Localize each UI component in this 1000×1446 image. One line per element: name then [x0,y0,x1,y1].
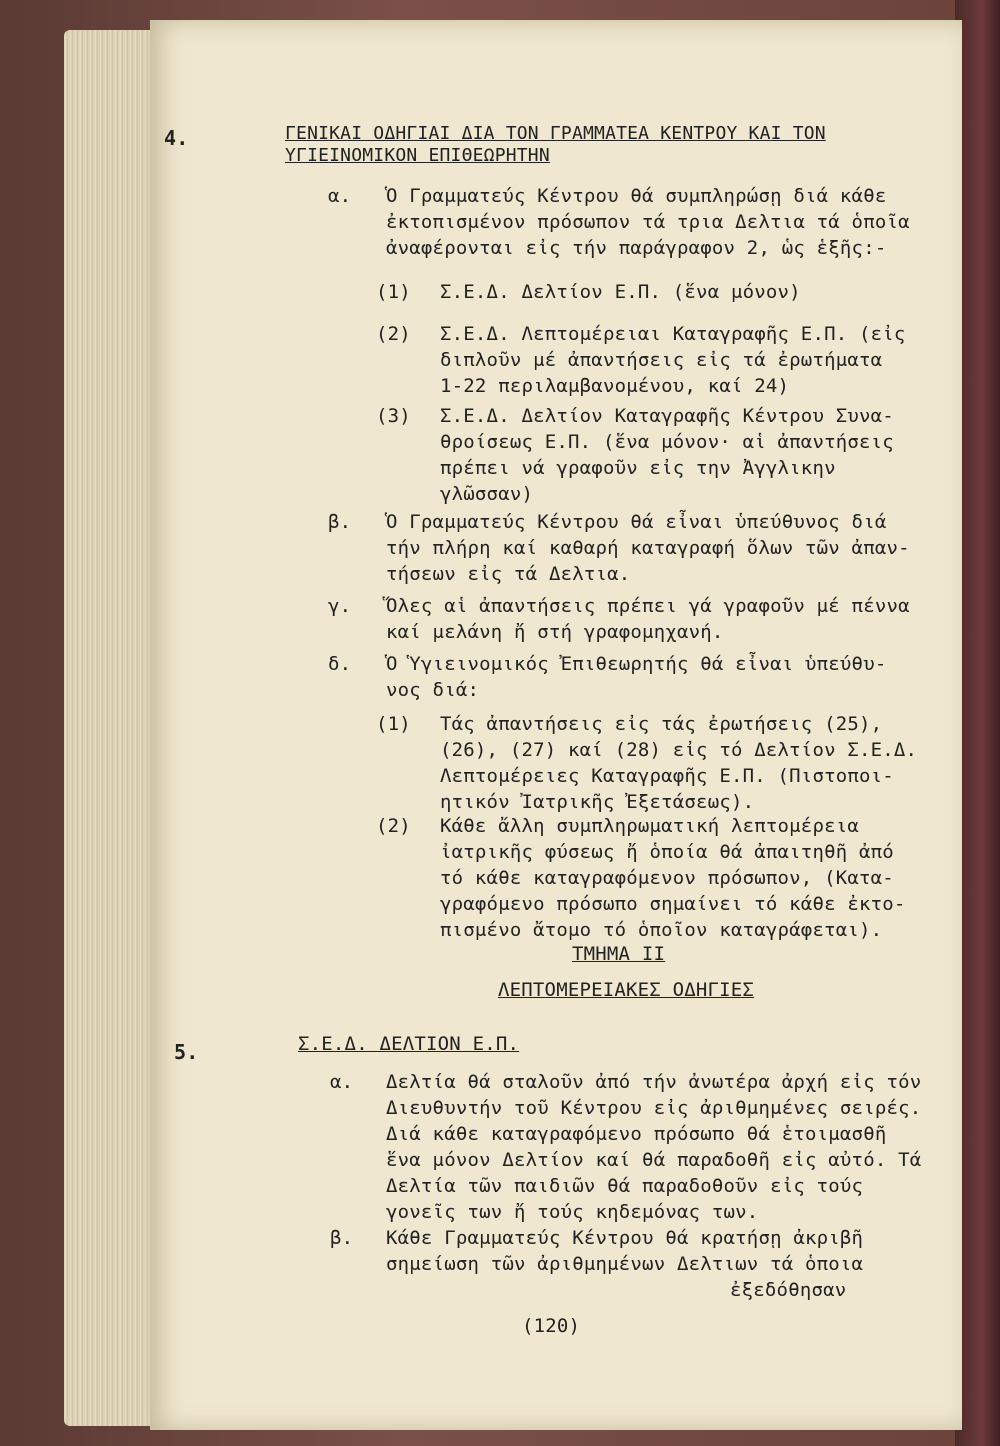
section-4-heading-line1: ΓΕΝΙΚΑΙ ΟΔΗΓΙΑΙ ΔΙΑ ΤΟΝ ΓΡΑΜΜΑΤΕΑ ΚΕΝΤΡΟΥ ΚΑΙ ΤΟΝ [285,123,826,144]
para-5b-line: Κάθε Γραμματεύς Κέντρου θά κρατήσῃ ἀκριβῆ [386,1227,864,1249]
para-5b-line: σημείωση τῶν ἀριθμημένων Δελτιων τά ὁποια [386,1253,864,1275]
item-4a3-marker: (3) [376,405,411,427]
item-4d1-marker: (1) [376,713,411,735]
part-2-title: ΤΜΗΜΑ ΙΙ [572,943,666,965]
section-5-number: 5. [174,1040,199,1064]
section-5-heading: Σ.Ε.Δ. ΔΕΛΤΙΟΝ Ε.Π. [298,1033,520,1055]
section-4-number: 4. [164,126,189,150]
item-4a2-line: διπλοῦν μέ ἀπαντήσεις εἰς τά ἐρωτήματα [440,349,883,371]
item-4a3-line: Σ.Ε.Δ. Δελτίον Καταγραφῆς Κέντρου Συνα- [440,405,894,427]
para-5b-marker: β. [330,1227,354,1249]
item-4d1-line: Λεπτομέρειες Καταγραφῆς Ε.Π. (Πιστοποι- [440,765,894,787]
item-4d2-line: ἰατρικῆς φύσεως ἤ ὁποία θά ἀπαιτηθῆ ἀπό [440,841,894,863]
para-4b-line: τήν πλήρη καί καθαρή καταγραφή ὅλων τῶν ἀπαν- [386,537,910,559]
para-4g-line: Ὅλες αἱ ἀπαντήσεις πρέπει γά γραφοῦν μέ πέννα [386,595,910,617]
para-4a-line: Ὁ Γραμματεύς Κέντρου θά συμπληρώσῃ διά κάθε [386,185,887,207]
para-4a-marker: α. [328,185,352,207]
para-4b-marker: β. [328,511,352,533]
para-5a-line: Δελτία τῶν παιδιῶν θά παραδοθοῦν εἰς τούς [386,1175,864,1197]
para-4b-line: τήσεων εἰς τά Δελτια. [386,563,631,585]
item-4d1-line: (26), (27) καί (28) εἰς τό Δελτίον Σ.Ε.Δ. [440,739,918,761]
item-4d1-line: ητικόν Ἰατρικῆς Ἐξετάσεως). [440,791,755,813]
para-5a-line: Δελτία θά σταλοῦν ἀπό τήν ἀνωτέρα ἀρχή εἰς τόν [386,1071,922,1093]
para-4d-marker: δ. [328,653,352,675]
para-5a-line: Διά κάθε καταγραφόμενο πρόσωπο θά ἑτοιμασθῆ [386,1123,887,1145]
item-4a2-line: Σ.Ε.Δ. Λεπτομέρειαι Καταγραφῆς Ε.Π. (εἰς [440,323,906,345]
para-4d-line: Ὁ Ὑγιεινομικός Ἐπιθεωρητής θά εἶναι ὑπεύθυ- [386,653,887,675]
item-4d2-line: Κάθε ἄλλη συμπληρωματική λεπτομέρεια [440,815,860,837]
para-4g-line: καί μελάνη ἤ στή γραφομηχανή. [386,621,724,643]
para-4a-line: ἀναφέρονται εἰς τήν παράγραφον 2, ὡς ἑξῆς:- [386,237,887,259]
para-4d-line: νος διά: [386,679,480,701]
item-4a2-line: 1-22 περιλαμβανομένου, καί 24) [440,375,790,397]
item-4a1-line: Σ.Ε.Δ. Δελτίον Ε.Π. (ἕνα μόνον) [440,281,801,303]
item-4d2-line: τό κάθε καταγραφόμενον πρόσωπον, (Κατα- [440,867,894,889]
item-4a3-line: πρέπει νά γραφοῦν εἰς την Ἀγγλικην [440,457,836,479]
para-5a-line: Διευθυντήν τοῦ Κέντρου εἰς ἀριθμημένες σειρές. [386,1097,922,1119]
item-4a1-marker: (1) [376,281,411,303]
item-4d2-line: γραφόμενο πρόσωπο σημαίνει τό κάθε ἐκτο- [440,893,906,915]
para-4a-line: ἐκτοπισμένον πρόσωπον τά τρια Δελτια τά ὁποῖα [386,211,910,233]
para-5a-line: ἕνα μόνον Δελτίον καί θά παραδοθῆ εἰς αὐτό. Τά [386,1149,922,1171]
item-4d2-line: πισμένο ἄτομο τό ὁποῖον καταγράφεται). [440,919,883,941]
item-4d2-marker: (2) [376,815,411,837]
para-4g-marker: γ. [328,595,352,617]
para-5a-marker: α. [330,1071,354,1093]
page-number: (120) [522,1315,581,1337]
para-5b-last: ἐξεδόθησαν [730,1279,847,1301]
page-edges [64,30,164,1426]
document-page [150,20,962,1430]
item-4d1-line: Τάς ἀπαντήσεις εἰς τάς ἐρωτήσεις (25), [440,713,883,735]
item-4a3-line: θροίσεως Ε.Π. (ἕνα μόνον· αἱ ἀπαντήσεις [440,431,894,453]
part-2-subtitle: ΛΕΠΤΟΜΕΡΕΙΑΚΕΣ ΟΔΗΓΙΕΣ [498,979,755,1001]
para-4b-line: Ὁ Γραμματεύς Κέντρου θά εἶναι ὑπεύθυνος διά [386,511,887,533]
item-4a2-marker: (2) [376,323,411,345]
para-5a-line: γονεῖς των ἤ τούς κηδεμόνας των. [386,1201,759,1223]
item-4a3-line: γλῶσσαν) [440,483,534,505]
section-4-heading-line2: ΥΓΙΕΙΝΟΜΙΚΟΝ ΕΠΙΘΕΩΡΗΤΗΝ [285,145,550,166]
